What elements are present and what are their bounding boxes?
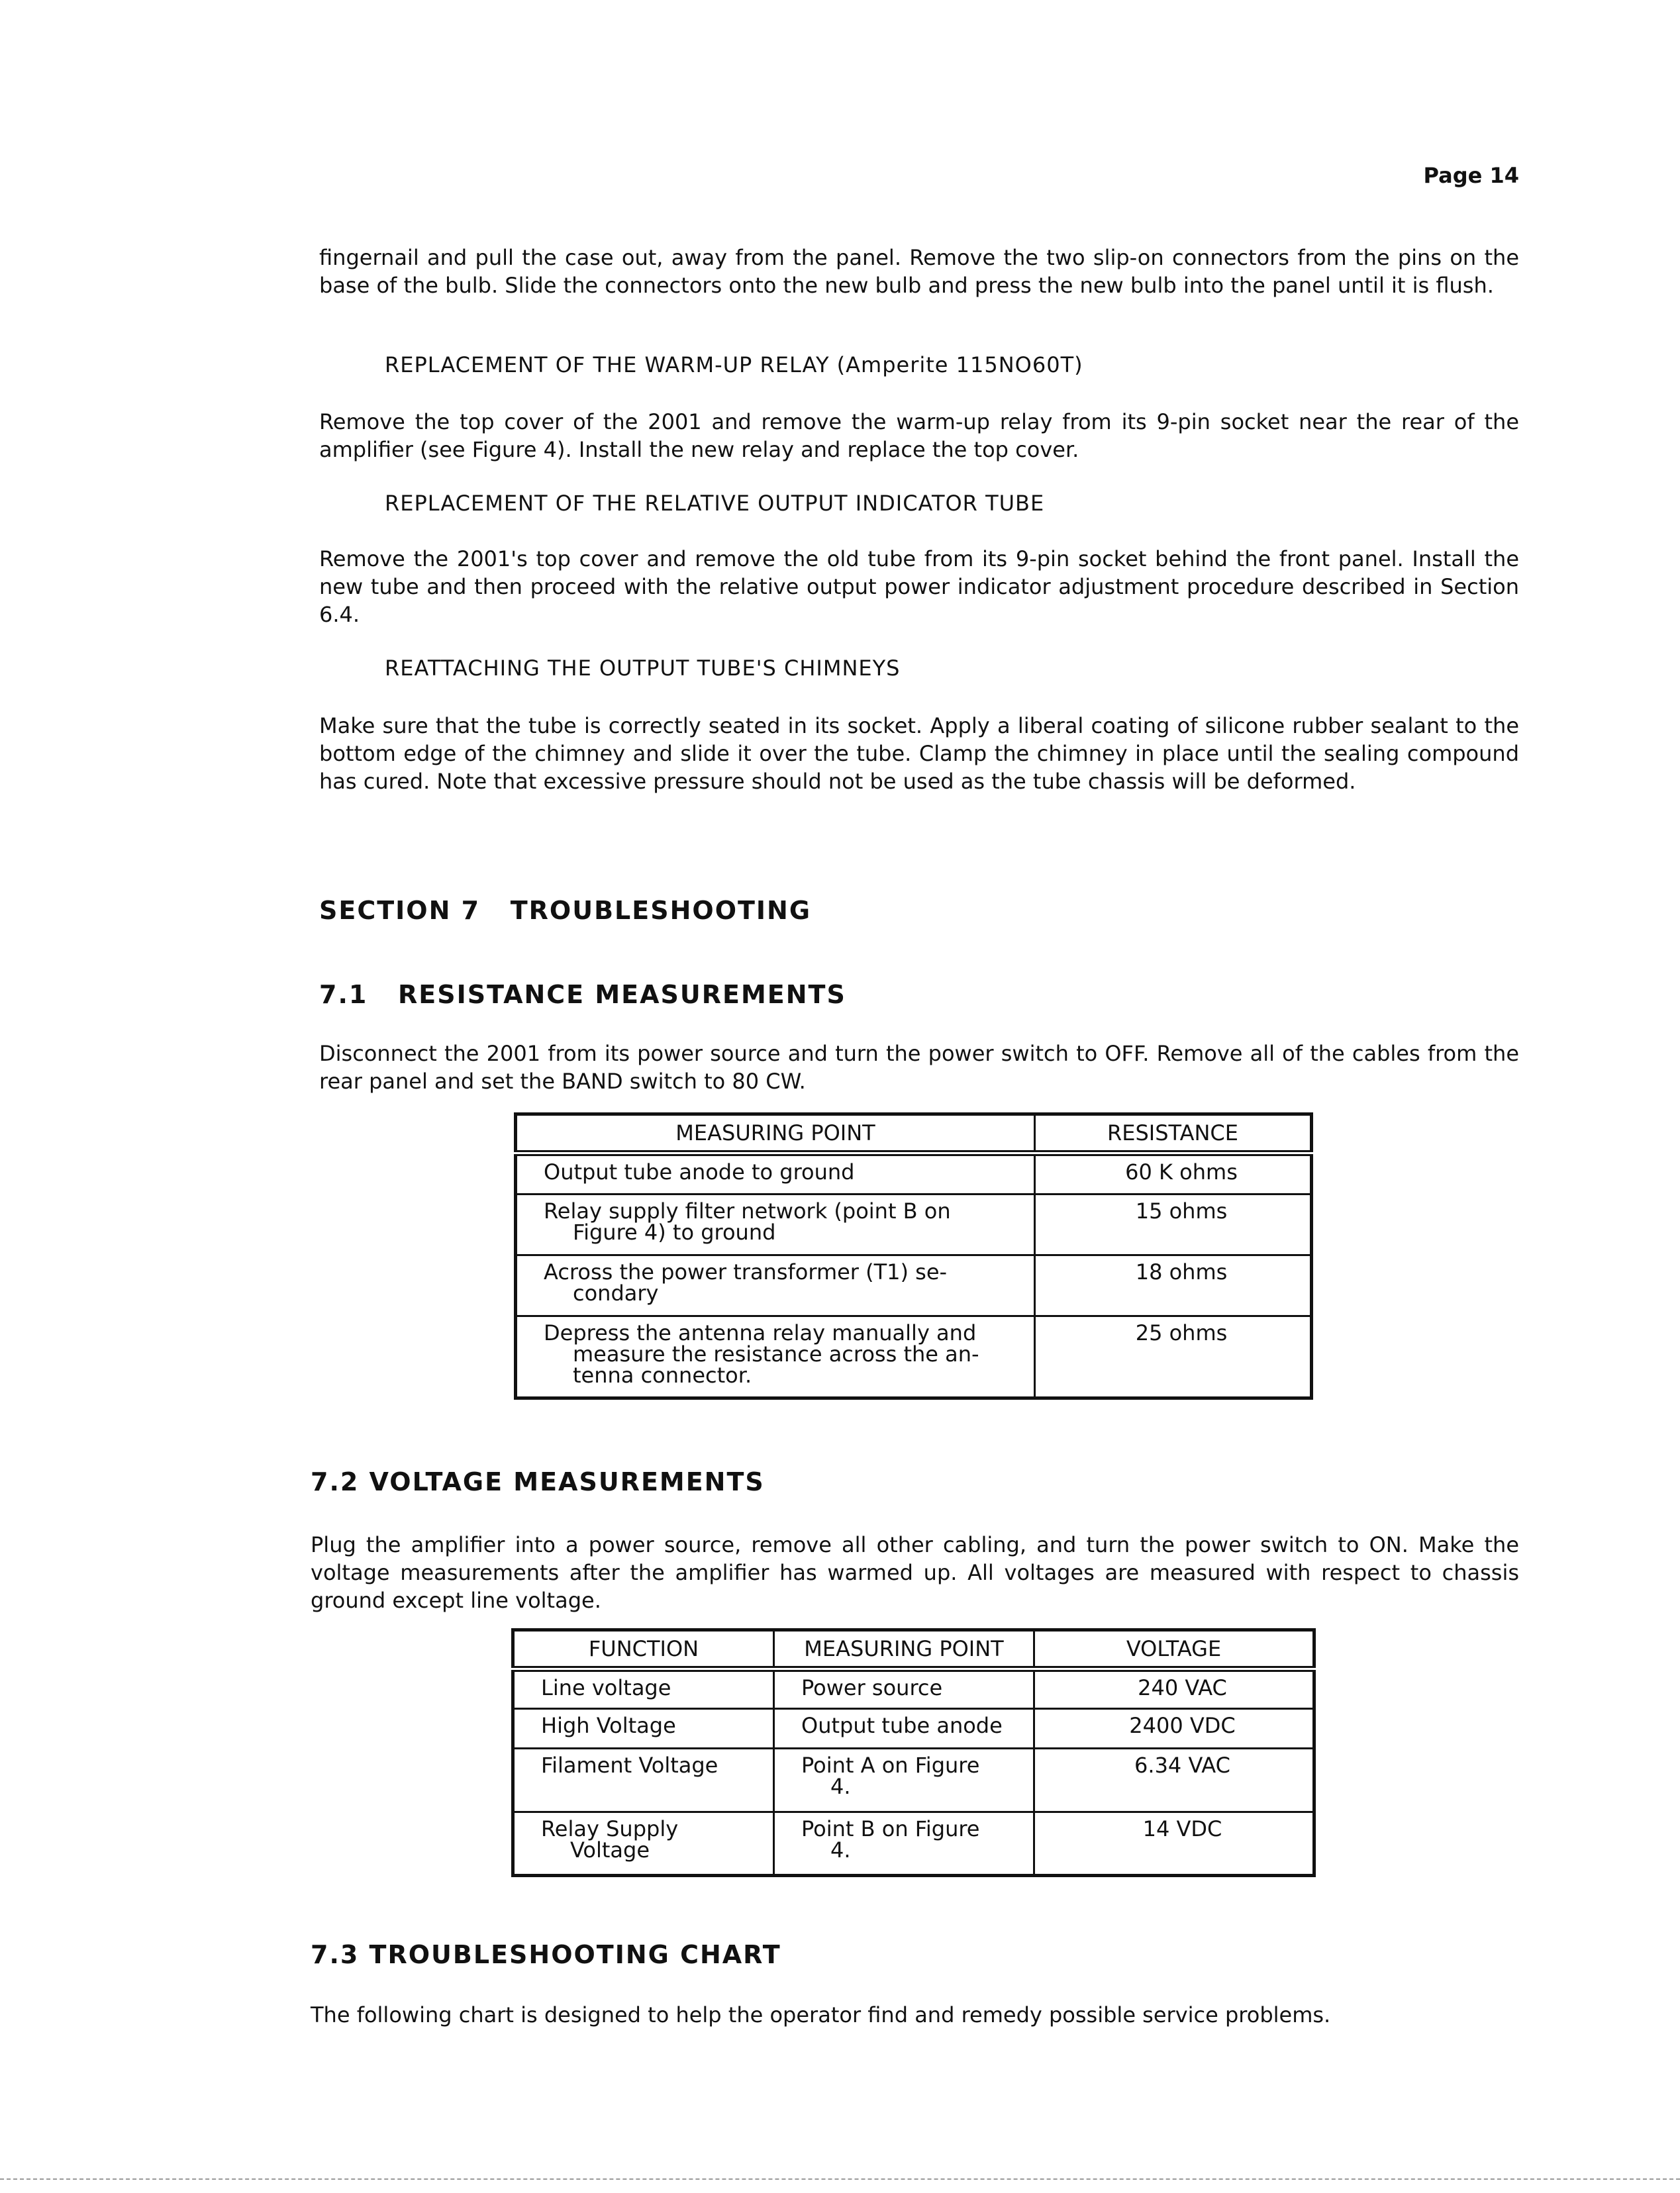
table-row <box>513 1709 1314 1749</box>
resistance-value: 15 ohms <box>1035 1194 1312 1255</box>
table-header-row <box>516 1114 1312 1153</box>
section-7-2-heading: 7.2 VOLTAGE MEASUREMENTS <box>311 1467 765 1496</box>
measuring-point-continued: 4. <box>830 1837 851 1863</box>
function: Filament Voltage <box>513 1749 774 1812</box>
table-row <box>516 1194 1312 1255</box>
function: High Voltage <box>513 1709 774 1749</box>
subheading-indicator-tube: REPLACEMENT OF THE RELATIVE OUTPUT INDICATOR TUBE <box>385 491 1045 516</box>
measuring-point-continued: condary <box>573 1281 659 1306</box>
voltage-value: 6.34 VAC <box>1034 1749 1314 1812</box>
table-row <box>516 1316 1312 1398</box>
page-number: Page 14 <box>1423 163 1519 188</box>
paragraph-chimneys: Make sure that the tube is correctly seated in its socket. Apply a liberal coating of silicone rubber sealant to the bottom edge of the chimney and slide it over the tube. Clamp the chimney in place until the sealing compound has cured. Note that excessive pressure should not be used as the tube chassis will be deformed. <box>319 713 1519 794</box>
column-header: FUNCTION <box>513 1630 774 1669</box>
measuring-point: Point A on Figure <box>801 1753 980 1778</box>
table-header-row <box>513 1630 1314 1669</box>
measuring-point-continued: measure the resistance across the an- tenna connector. <box>573 1341 979 1388</box>
section-7-2-text: Plug the amplifier into a power source, remove all other cabling, and turn the power switch to ON. Make the voltage measurements after the amplifier has warmed up. All voltages are measured with respect to chassis ground except line voltage. <box>311 1532 1519 1613</box>
measuring-point: Power source <box>774 1669 1034 1709</box>
voltage-value: 240 VAC <box>1034 1669 1314 1709</box>
section-7-3-text: The following chart is designed to help the operator find and remedy possible service problems. <box>311 2002 1331 2027</box>
section-7-3-heading: 7.3 TROUBLESHOOTING CHART <box>311 1940 781 1969</box>
function-continued: Voltage <box>570 1837 650 1863</box>
function: Line voltage <box>513 1669 774 1709</box>
table-row <box>513 1749 1314 1812</box>
table-row <box>516 1153 1312 1194</box>
resistance-value: 18 ohms <box>1035 1255 1312 1316</box>
section-7-heading: SECTION 7 TROUBLESHOOTING <box>319 896 812 925</box>
page-bottom-rule <box>0 2178 1680 2180</box>
paragraph-bulb-replacement: fingernail and pull the case out, away from the panel. Remove the two slip-on connectors from the pins on the base of the bulb. Slide the connectors onto the new bulb and press the new bulb into the panel until it is flush. <box>319 245 1519 298</box>
measuring-point: Relay supply filter network (point B on <box>544 1198 951 1224</box>
section-7-1-text: Disconnect the 2001 from its power source and turn the power switch to OFF. Remove all of the cables from the rear panel and set the BAND switch to 80 CW. <box>319 1041 1519 1094</box>
section-7-1-heading: 7.1 RESISTANCE MEASUREMENTS <box>319 980 846 1009</box>
measuring-point: Output tube anode <box>774 1709 1034 1749</box>
resistance-value: 25 ohms <box>1035 1316 1312 1398</box>
voltage-value: 2400 VDC <box>1034 1709 1314 1749</box>
paragraph-warmup-relay: Remove the top cover of the 2001 and remove the warm-up relay from its 9-pin socket near the rear of the amplifier (see Figure 4). Install the new relay and replace the top cover. <box>319 409 1519 462</box>
column-header: MEASURING POINT <box>774 1630 1034 1669</box>
column-header: VOLTAGE <box>1034 1630 1314 1669</box>
measuring-point: Depress the antenna relay manually and <box>544 1320 977 1345</box>
voltage-value: 14 VDC <box>1034 1812 1314 1876</box>
measuring-point-continued: Figure 4) to ground <box>573 1220 776 1245</box>
table-row <box>516 1255 1312 1316</box>
subheading-warmup-relay: REPLACEMENT OF THE WARM-UP RELAY (Amperite 115NO60T) <box>385 352 1083 377</box>
measuring-point: Across the power transformer (T1) se- <box>544 1259 948 1285</box>
table-row <box>513 1669 1314 1709</box>
measuring-point: Point B on Figure <box>801 1816 980 1841</box>
resistance-table <box>514 1112 1313 1400</box>
column-header: MEASURING POINT <box>516 1114 1035 1153</box>
paragraph-indicator-tube: Remove the 2001's top cover and remove the old tube from its 9-pin socket behind the front panel. Install the new tube and then proceed with the relative output power indicator adjustment procedure described in Section 6.4. <box>319 546 1519 627</box>
voltage-table <box>511 1628 1316 1877</box>
measuring-point-continued: 4. <box>830 1774 851 1799</box>
column-header: RESISTANCE <box>1035 1114 1312 1153</box>
measuring-point: Output tube anode to ground <box>544 1159 855 1185</box>
function: Relay Supply <box>541 1816 679 1841</box>
resistance-value: 60 K ohms <box>1035 1153 1312 1194</box>
subheading-chimneys: REATTACHING THE OUTPUT TUBE'S CHIMNEYS <box>385 656 901 681</box>
table-row <box>513 1812 1314 1876</box>
